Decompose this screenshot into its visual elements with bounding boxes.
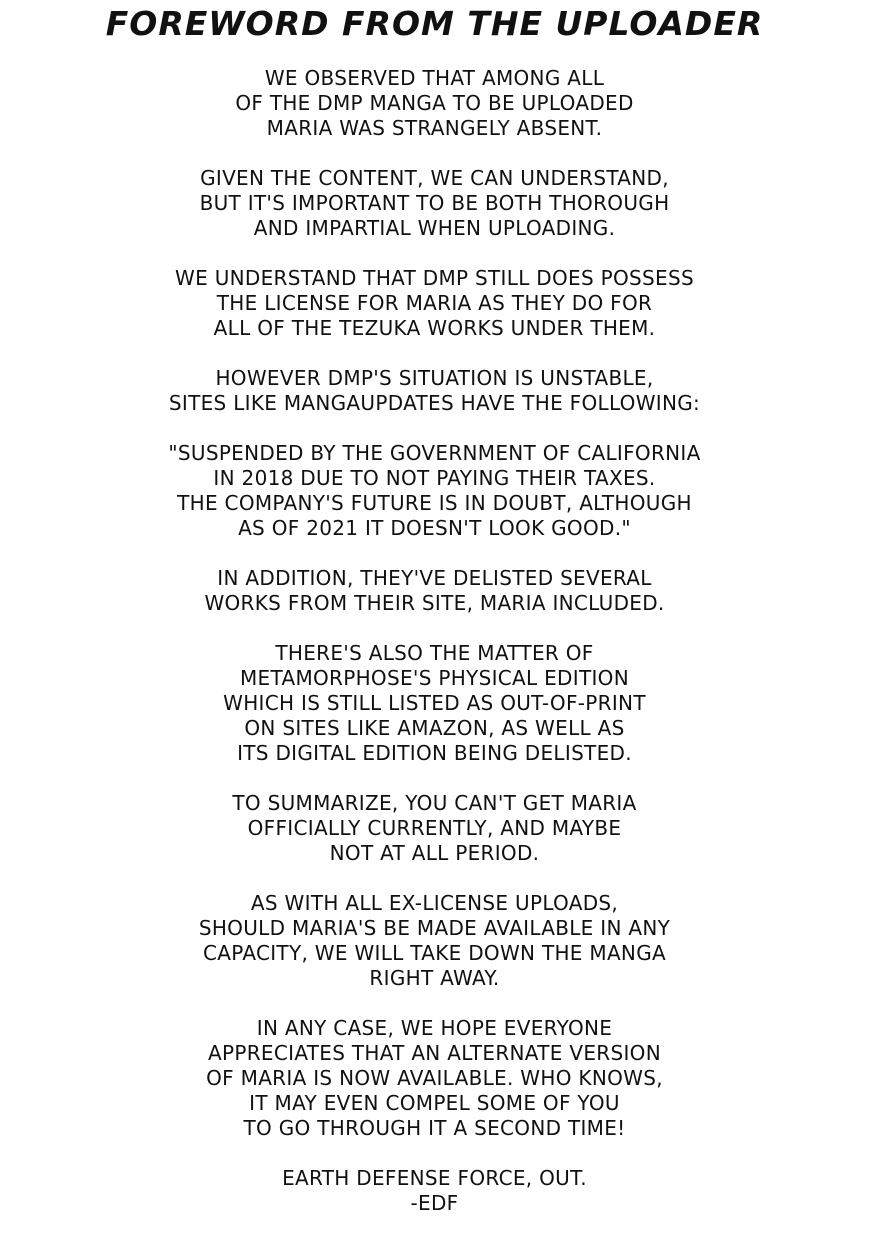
paragraph-takedown — [199, 891, 670, 991]
text-line: WE UNDERSTAND THAT DMP STILL DOES POSSESS — [175, 266, 694, 290]
signoff-line: EARTH DEFENSE FORCE, OUT. — [282, 1166, 587, 1190]
text-line: ITS DIGITAL EDITION BEING DELISTED. — [237, 741, 632, 765]
text-line: WE OBSERVED THAT AMONG ALL — [264, 66, 605, 90]
paragraph-closing — [206, 1016, 663, 1141]
paragraph-metamorphose — [223, 641, 646, 766]
quote-line: THE COMPANY'S FUTURE IS IN DOUBT, ALTHOUGH — [177, 491, 692, 515]
quote-line: IN 2018 DUE TO NOT PAYING THEIR TAXES. — [213, 466, 656, 490]
text-line: SHOULD MARIA'S BE MADE AVAILABLE IN ANY — [198, 916, 671, 940]
paragraph-delisted — [204, 566, 664, 616]
quote-line: "SUSPENDED BY THE GOVERNMENT OF CALIFORNIA — [168, 441, 701, 465]
quote-line: AS OF 2021 IT DOESN'T LOOK GOOD." — [238, 516, 631, 540]
signature: -EDF — [410, 1191, 459, 1215]
paragraph-content — [200, 166, 670, 241]
text-line: NOT AT ALL PERIOD. — [329, 841, 540, 865]
text-line: ALL OF THE TEZUKA WORKS UNDER THEM. — [213, 316, 656, 340]
text-line: WORKS FROM THEIR SITE, MARIA INCLUDED. — [204, 591, 665, 615]
text-line: MARIA WAS STRANGELY ABSENT. — [266, 116, 603, 140]
text-line: OFFICIALLY CURRENTLY, AND MAYBE — [247, 816, 622, 840]
text-line: RIGHT AWAY. — [369, 966, 500, 990]
text-line: AS WITH ALL EX-LICENSE UPLOADS, — [250, 891, 619, 915]
text-line: METAMORPHOSE'S PHYSICAL EDITION — [240, 666, 629, 690]
text-line: TO SUMMARIZE, YOU CAN'T GET MARIA — [232, 791, 637, 815]
text-line: IN ADDITION, THEY'VE DELISTED SEVERAL — [217, 566, 652, 590]
page-title: FOREWORD FROM THE UPLOADER — [105, 4, 764, 43]
text-line: TO GO THROUGH IT A SECOND TIME! — [243, 1116, 626, 1140]
text-line: BUT IT'S IMPORTANT TO BE BOTH THOROUGH — [199, 191, 670, 215]
paragraph-summary — [232, 791, 636, 866]
text-line: IT MAY EVEN COMPEL SOME OF YOU — [249, 1091, 620, 1115]
text-line: IN ANY CASE, WE HOPE EVERYONE — [256, 1016, 613, 1040]
text-line: SITES LIKE MANGAUPDATES HAVE THE FOLLOWING: — [168, 391, 701, 415]
paragraph-license — [175, 266, 694, 341]
paragraph-signoff — [282, 1166, 587, 1216]
text-line: OF MARIA IS NOW AVAILABLE. WHO KNOWS, — [206, 1066, 663, 1090]
text-line: HOWEVER DMP'S SITUATION IS UNSTABLE, — [215, 366, 654, 390]
text-line: THERE'S ALSO THE MATTER OF — [275, 641, 594, 665]
text-line: AND IMPARTIAL WHEN UPLOADING. — [253, 216, 616, 240]
text-line: CAPACITY, WE WILL TAKE DOWN THE MANGA — [203, 941, 666, 965]
text-line: WHICH IS STILL LISTED AS OUT-OF-PRINT — [223, 691, 646, 715]
text-line: GIVEN THE CONTENT, WE CAN UNDERSTAND, — [200, 166, 669, 190]
text-line: ON SITES LIKE AMAZON, AS WELL AS — [244, 716, 625, 740]
text-line: OF THE DMP MANGA TO BE UPLOADED — [235, 91, 634, 115]
text-line: APPRECIATES THAT AN ALTERNATE VERSION — [208, 1041, 661, 1065]
paragraph-quote — [168, 441, 700, 541]
paragraph-observation — [235, 66, 633, 141]
paragraph-situation — [169, 366, 700, 416]
text-line: THE LICENSE FOR MARIA AS THEY DO FOR — [216, 291, 653, 315]
